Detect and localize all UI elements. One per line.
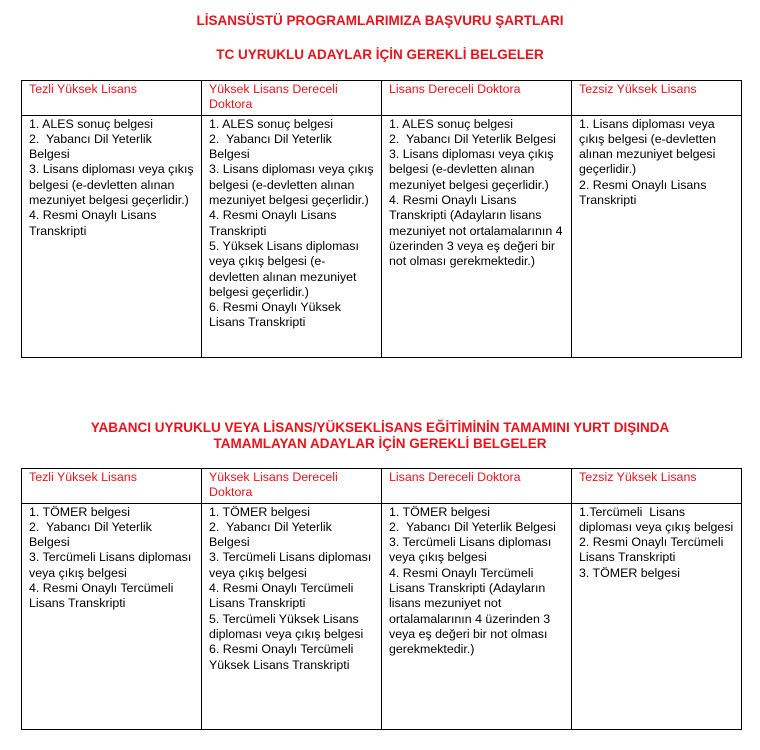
requirement-item: 3. Lisans diploması veya çıkış belgesi (e-devletten alınan mezuniyet belgesi geçerlidir.) [209, 162, 378, 208]
requirement-item: 4. Resmi Onaylı Tercümeli Lisans Transkripti (Adayların lisans mezuniyet not ortalamalarının 4 üzerinden 3 veya eş değeri bir not olması gerekmektedir.) [389, 565, 554, 657]
requirements-list [29, 116, 198, 239]
requirement-item: 4. Resmi Onaylı Lisans Transkripti [29, 208, 160, 238]
column-header-yuksek-lisans-dereceli-doktora: Yüksek Lisans Dereceli Doktora [202, 81, 382, 116]
requirement-item: 2. Yabancı Dil Yeterlik Belgesi [209, 519, 336, 550]
requirement-item: 4. Resmi Onaylı Lisans Transkripti [209, 208, 340, 238]
requirement-item: 1.Tercümeli Lisans diploması veya çıkış belgesi [579, 504, 734, 534]
requirements-list [389, 505, 564, 658]
requirement-item: 3. Tercümeli Lisans diploması veya çıkış belgesi [209, 550, 375, 580]
requirement-item: 1. ALES sonuç belgesi [209, 116, 333, 131]
requirement-item: 2. Resmi Onaylı Tercümeli Lisans Transkripti [579, 535, 727, 565]
requirement-item: 1. TÖMER belgesi [29, 504, 131, 519]
column-header-tezsiz-yuksek-lisans: Tezsiz Yüksek Lisans [572, 81, 742, 116]
table-header-row [22, 81, 742, 116]
requirement-item: 4. Resmi Onaylı Tercümeli Lisans Transkripti [209, 581, 357, 611]
requirements-list [389, 116, 567, 270]
section-heading-foreign-line1: YABANCI UYRUKLU VEYA LİSANS/YÜKSEKLİSANS EĞİTİMİNİN TAMAMINI YURT DIŞINDA [90, 420, 670, 435]
requirement-item: 3. TÖMER belgesi [579, 565, 681, 580]
requirement-item: 1. ALES sonuç belgesi [389, 116, 513, 131]
requirement-item: 5. Yüksek Lisans diploması veya çıkış belgesi (e-devletten alınan mezuniyet belgesi geçerlidir.) [209, 238, 363, 299]
requirement-item: 6. Resmi Onaylı Yüksek Lisans Transkripti [209, 300, 345, 330]
requirements-list [29, 505, 194, 612]
requirements-list [209, 116, 378, 331]
requirement-item: 2. Resmi Onaylı Lisans Transkripti [579, 177, 710, 208]
requirements-cell [22, 503, 202, 729]
requirement-item: 1. ALES sonuç belgesi [29, 116, 153, 131]
table-body-row [22, 115, 742, 357]
requirements-cell [382, 503, 572, 729]
column-header-yuksek-lisans-dereceli-doktora: Yüksek Lisans Dereceli Doktora [202, 469, 382, 504]
column-header-tezli-yuksek-lisans: Tezli Yüksek Lisans [22, 81, 202, 116]
requirement-item: 2. Yabancı Dil Yeterlik Belgesi [29, 131, 156, 162]
requirements-cell [202, 503, 382, 729]
column-header-lisans-dereceli-doktora: Lisans Dereceli Doktora [382, 81, 572, 116]
requirements-list [209, 505, 374, 673]
column-header-lisans-dereceli-doktora: Lisans Dereceli Doktora [382, 469, 572, 504]
requirement-item: 1. TÖMER belgesi [389, 504, 491, 519]
requirement-item: 5. Tercümeli Yüksek Lisans diploması veya çıkış belgesi [209, 611, 364, 641]
requirement-item: 2. Yabancı Dil Yeterlik Belgesi [389, 131, 556, 146]
requirement-item: 2. Yabancı Dil Yeterlik Belgesi [209, 131, 336, 162]
requirements-table-tc [21, 80, 742, 358]
requirements-cell [572, 503, 742, 729]
requirement-item: 4. Resmi Onaylı Tercümeli Lisans Transkripti [29, 581, 177, 611]
requirements-list [579, 117, 734, 209]
section-heading-tc: TC UYRUKLU ADAYLAR İÇİN GEREKLİ BELGELER [216, 47, 544, 62]
requirements-cell [572, 115, 742, 357]
column-header-tezsiz-yuksek-lisans: Tezsiz Yüksek Lisans [572, 469, 742, 504]
requirement-item: 2. Yabancı Dil Yeterlik Belgesi [29, 519, 156, 550]
requirement-item: 2. Yabancı Dil Yeterlik Belgesi [389, 519, 556, 534]
requirement-item: 1. TÖMER belgesi [209, 504, 311, 519]
requirement-item: 1. Lisans diploması veya çıkış belgesi (e-devletten alınan mezuniyet belgesi geçerlidir.) [579, 116, 720, 177]
requirements-table-foreign [21, 468, 742, 730]
requirement-item: 3. Lisans diploması veya çıkış belgesi (e-devletten alınan mezuniyet belgesi geçerlidir.) [389, 147, 558, 192]
table-body-row [22, 503, 742, 729]
requirement-item: 3. Tercümeli Lisans diploması veya çıkış belgesi [389, 535, 555, 565]
requirements-list [579, 505, 734, 581]
column-header-tezli-yuksek-lisans: Tezli Yüksek Lisans [22, 469, 202, 504]
requirement-item: 4. Resmi Onaylı Lisans Transkripti (Adayların lisans mezuniyet not ortalamalarının 4 üzerinden 3 veya eş değeri bir not olması gerekmektedir.) [389, 193, 567, 269]
requirement-item: 3. Tercümeli Lisans diploması veya çıkış belgesi [29, 550, 195, 580]
requirement-item: 6. Resmi Onaylı Tercümeli Yüksek Lisans Transkripti [209, 642, 357, 672]
table-header-row [22, 469, 742, 504]
page-title: LİSANSÜSTÜ PROGRAMLARIMIZA BAŞVURU ŞARTLARI [196, 13, 564, 28]
requirements-cell [22, 115, 202, 357]
section-heading-foreign-line2: TAMAMLAYAN ADAYLAR İÇİN GEREKLİ BELGELER [213, 436, 547, 451]
requirement-item: 3. Lisans diploması veya çıkış belgesi (e-devletten alınan mezuniyet belgesi geçerlidir.) [29, 162, 198, 208]
requirements-cell [382, 115, 572, 357]
requirements-cell [202, 115, 382, 357]
